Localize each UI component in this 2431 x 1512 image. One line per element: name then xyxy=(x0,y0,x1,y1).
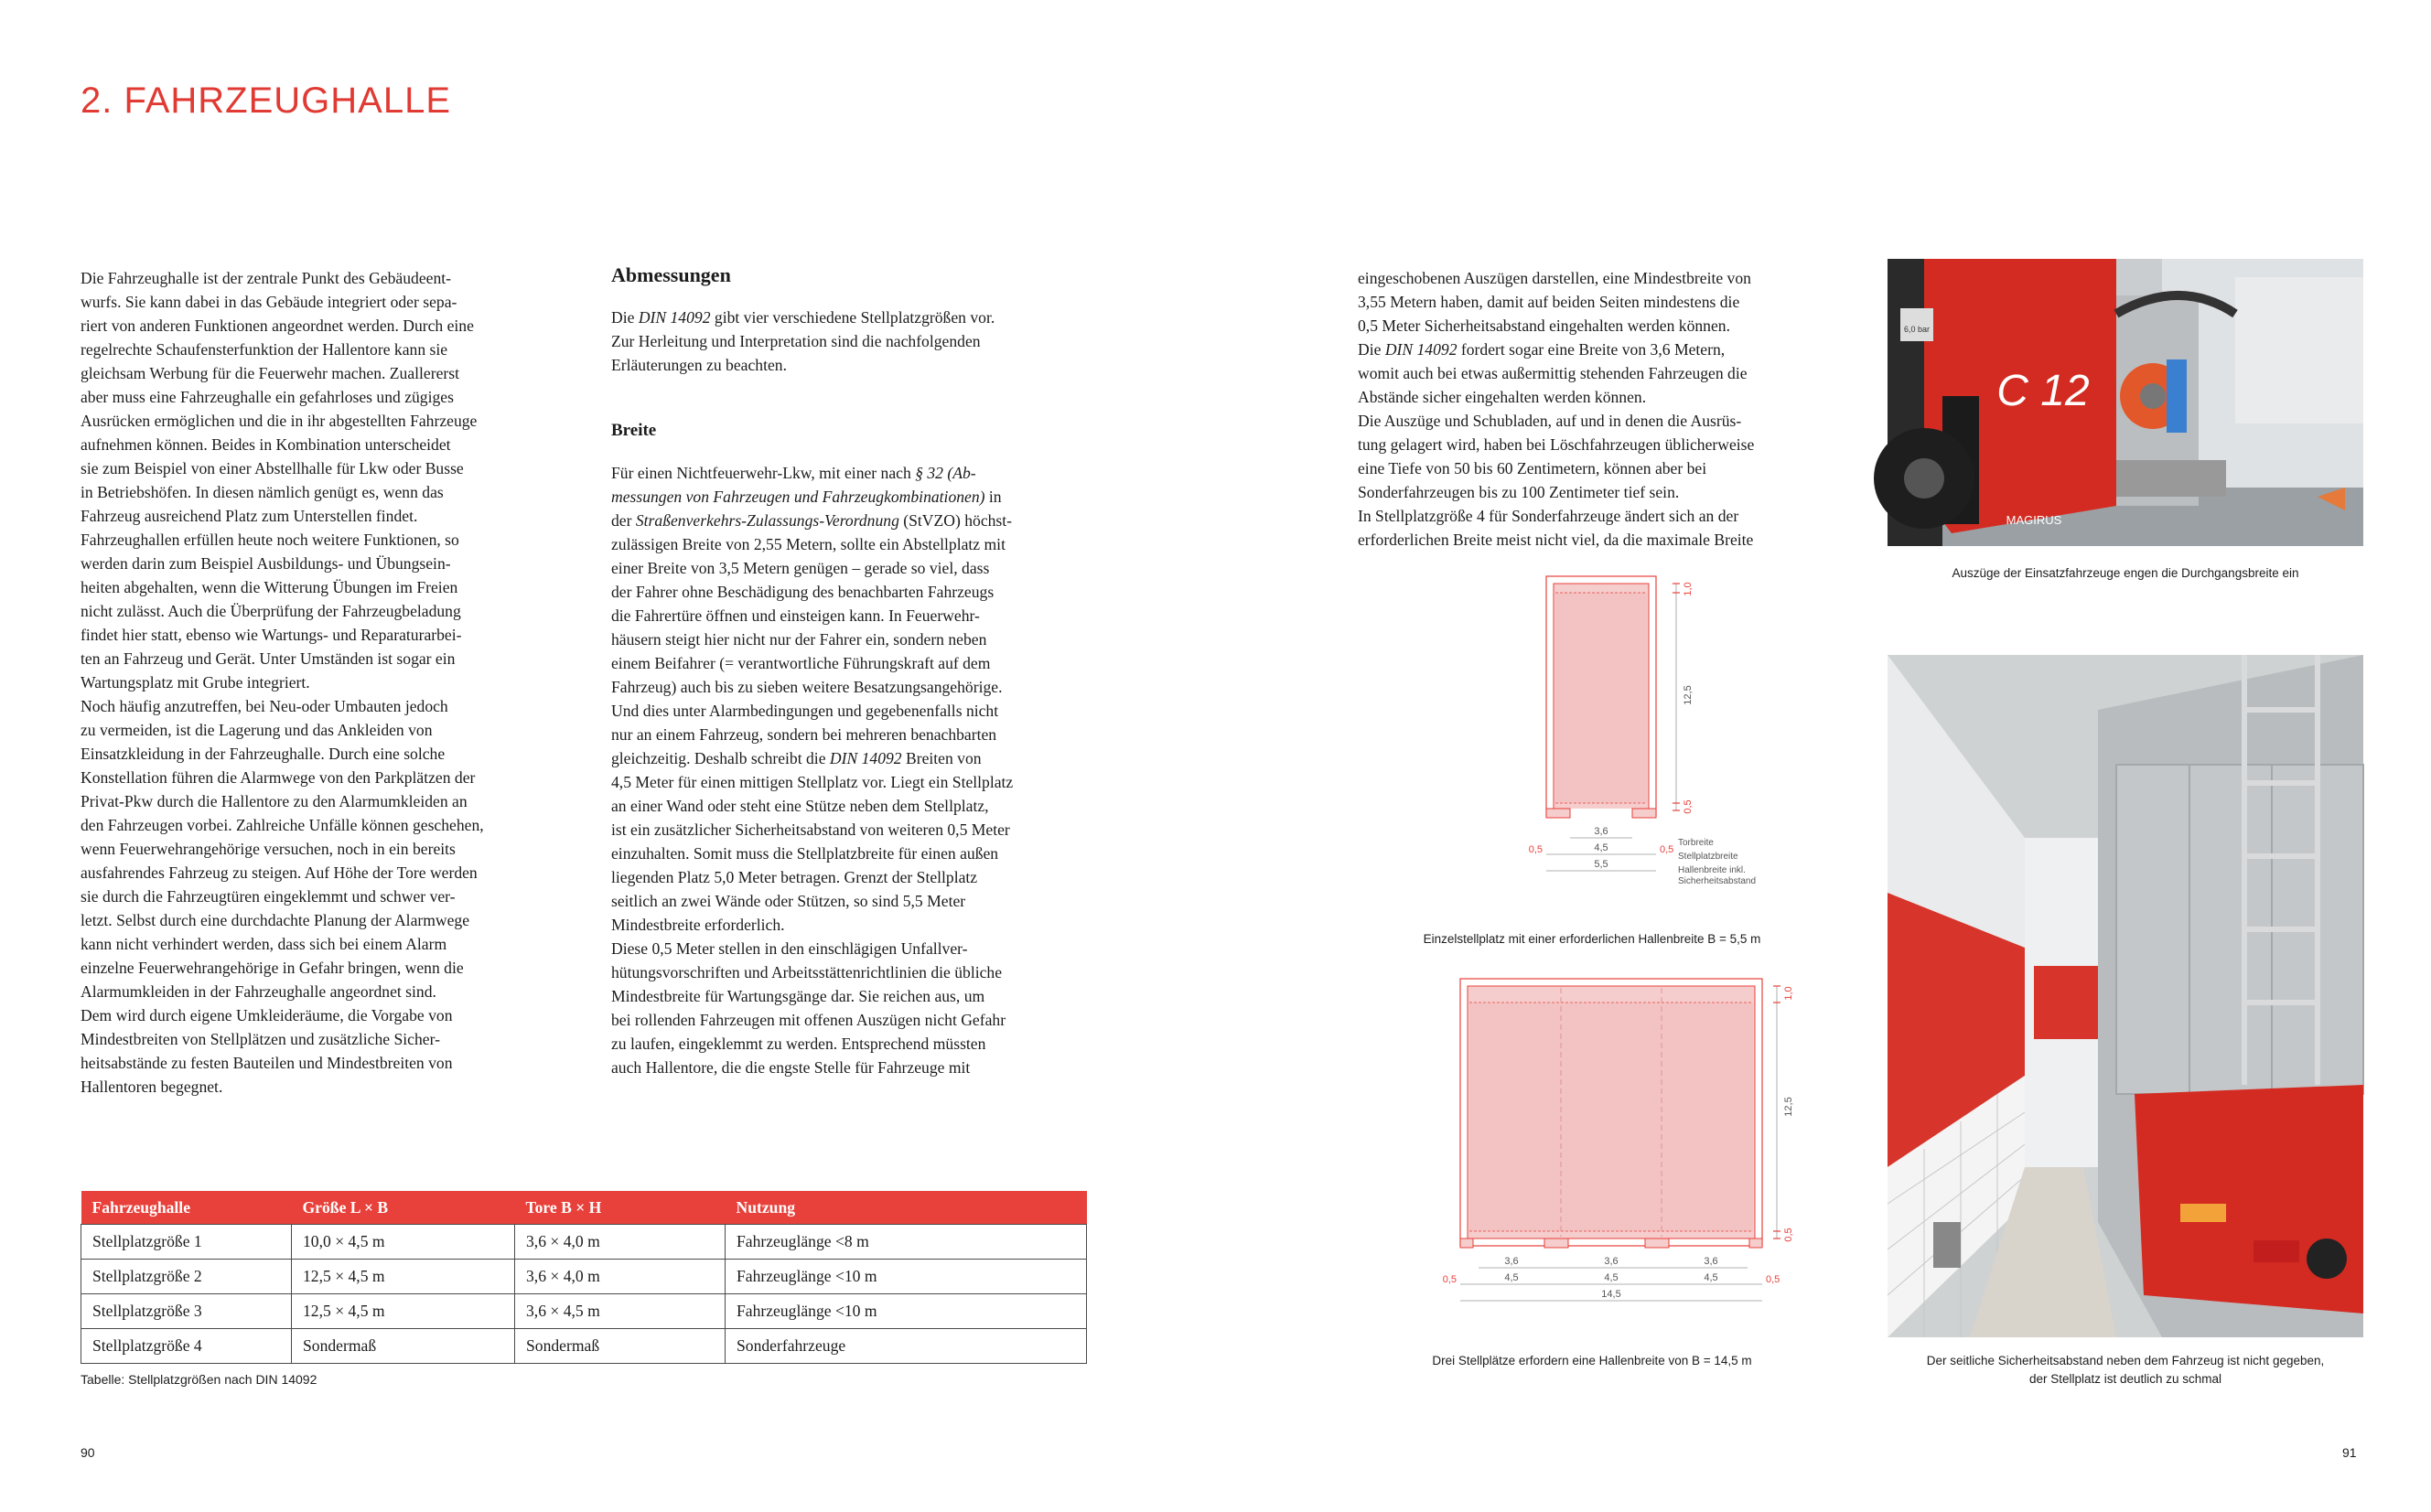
text-line: liegenden Platz 5,0 Meter betragen. Grenzt der Stellplatz xyxy=(611,868,978,886)
legend-stellplatzbreite: Stellplatzbreite xyxy=(1678,852,1738,862)
text-line: Für einen Nichtfeuerwehr-Lkw, mit einer nach § 32 (Ab- xyxy=(611,464,976,482)
abmessungen-intro xyxy=(611,306,1087,377)
text-line: Mindestbreite für Wartungsgänge dar. Sie reichen aus, um xyxy=(611,987,985,1005)
text-line: zulässigen Breite von 2,55 Metern, sollte ein Abstellplatz mit xyxy=(611,535,1006,553)
table-header-cell: Nutzung xyxy=(726,1191,1087,1225)
table-cell: Fahrzeuglänge <10 m xyxy=(726,1260,1087,1294)
table-row xyxy=(81,1260,1087,1294)
side-right-label: 0,5 xyxy=(1766,1274,1780,1285)
text-line: Ausrücken ermöglichen und die in ihr abgestellten Fahrzeuge xyxy=(81,412,478,430)
text-line: die Fahrertüre öffnen und einsteigen kann. In Feuerwehr- xyxy=(611,606,980,625)
side-left-label: 0,5 xyxy=(1528,844,1543,855)
legend-hallenbreite: Hallenbreite inkl. xyxy=(1678,865,1746,875)
italic-span: Straßenverkehrs-Zulassungs-Verordnung xyxy=(635,511,899,530)
gate-label: 3,6 xyxy=(1704,1256,1718,1267)
text-line: Konstellation führen die Alarmwege von den Parkplätzen der xyxy=(81,768,476,787)
photo-2-caption xyxy=(1888,1352,2363,1389)
text-line: In Stellplatzgröße 4 für Sonderfahrzeuge ändert sich an der xyxy=(1358,507,1739,525)
gate-width-label: 3,6 xyxy=(1594,826,1608,837)
photo-2-caption-line: Der seitliche Sicherheitsabstand neben dem Fahrzeug ist nicht gegeben, xyxy=(1926,1354,2325,1367)
page-number-right: 91 xyxy=(2342,1445,2357,1460)
table-cell: Sondermaß xyxy=(515,1329,726,1364)
gate-label: 3,6 xyxy=(1604,1256,1619,1267)
total-width-label: 14,5 xyxy=(1601,1289,1621,1300)
gate-label: 3,6 xyxy=(1504,1256,1519,1267)
text-line: Einsatzkleidung in der Fahrzeughalle. Durch eine solche xyxy=(81,745,446,763)
text-line: Abstände sicher eingehalten werden können. xyxy=(1358,388,1647,406)
photo-2-caption-line: der Stellplatz ist deutlich zu schmal xyxy=(2028,1372,2222,1386)
text-line: ist ein zusätzlicher Sicherheitsabstand von weiteren 0,5 Meter xyxy=(611,820,1010,839)
text-line: messungen von Fahrzeugen und Fahrzeugkombinationen) in xyxy=(611,488,1002,506)
table-cell: Sonderfahrzeuge xyxy=(726,1329,1087,1364)
italic-span: § 32 (Ab- xyxy=(915,464,976,482)
text-line: Mindestbreiten von Stellplätzen und zusätzliche Sicher- xyxy=(81,1030,440,1048)
text-line: zu laufen, eingeklemmt zu werden. Entsprechend müssten xyxy=(611,1035,986,1053)
text-line: sie zum Beispiel von einer Abstellhalle für Lkw oder Busse xyxy=(81,459,464,477)
text-line: seitlich an zwei Wände oder Stützen, so sind 5,5 Meter xyxy=(611,892,966,910)
text-line: gleichsam Werbung für die Feuerwehr machen. Zuallererst xyxy=(81,364,459,382)
text-line: tung gelagert wird, haben bei Löschfahrzeugen üblicherweise xyxy=(1358,435,1755,454)
column-1-text xyxy=(81,266,558,1099)
inner-label: 4,5 xyxy=(1704,1272,1718,1283)
text-line: ausfahrendes Fahrzeug zu steigen. Auf Höhe der Tore werden xyxy=(81,863,478,882)
text-line: erforderlichen Breite meist nicht viel, da die maximale Breite xyxy=(1358,531,1754,549)
side-left-label: 0,5 xyxy=(1442,1274,1457,1285)
side-right-label: 0,5 xyxy=(1660,844,1674,855)
text-line: Fahrzeughallen erfüllen heute noch weitere Funktionen, so xyxy=(81,531,459,549)
text-line: aufnehmen können. Beides in Kombination unterscheidet xyxy=(81,435,451,454)
text-line: ten an Fahrzeug und Gerät. Unter Umständen ist sogar ein xyxy=(81,649,456,668)
text-line: häusern steigt hier nicht nur der Fahrer ein, sondern neben xyxy=(611,630,987,649)
text-line: Und dies unter Alarmbedingungen und gegebenenfalls nicht xyxy=(611,702,999,720)
legend-torbreite: Torbreite xyxy=(1678,838,1714,848)
table-cell: Sondermaß xyxy=(292,1329,515,1364)
inner-label: 4,5 xyxy=(1504,1272,1519,1283)
text-line: Noch häufig anzutreffen, bei Neu-oder Umbauten jedoch xyxy=(81,697,448,715)
table-cell: 12,5 × 4,5 m xyxy=(292,1294,515,1329)
text-line: hütungsvorschriften und Arbeitsstättenrichtlinien die übliche xyxy=(611,963,1003,981)
text-line: einzelne Feuerwehrangehörige in Gefahr bringen, wenn die xyxy=(81,959,464,977)
text-line: 4,5 Meter für einen mittigen Stellplatz vor. Liegt ein Stellplatz xyxy=(611,773,1014,791)
text-line: Fahrzeug ausreichend Platz zum Unterstellen findet. xyxy=(81,507,418,525)
text-line: Alarmumkleiden in der Fahrzeughalle angeordnet sind. xyxy=(81,982,436,1001)
photo-narrow-bay xyxy=(1888,655,2363,1337)
text-line: wenn Feuerwehrangehörige versuchen, noch in ein bereits xyxy=(81,840,456,858)
text-line: letzt. Selbst durch eine durchdachte Planung der Alarmwege xyxy=(81,911,470,929)
table-row xyxy=(81,1329,1087,1364)
text-line: wurfs. Sie kann dabei in das Gebäude integriert oder sepa- xyxy=(81,293,457,311)
text-line: kann nicht verhindert werden, dass sich bei einem Alarm xyxy=(81,935,447,953)
stellplatz-table xyxy=(81,1191,1087,1364)
text-line: den Fahrzeugen vorbei. Zahlreiche Unfälle können geschehen, xyxy=(81,816,484,834)
table-cell: 3,6 × 4,0 m xyxy=(515,1225,726,1260)
text-line: eingeschobenen Auszügen darstellen, eine Mindestbreite von xyxy=(1358,269,1751,287)
text-line: Wartungsplatz mit Grube integriert. xyxy=(81,673,310,692)
dim-mid-label: 12,5 xyxy=(1683,685,1694,705)
chapter-title: 2. FAHRZEUGHALLE xyxy=(81,80,452,121)
table-header-row xyxy=(81,1191,1087,1225)
text-line: sie durch die Fahrzeugtüren eingeklemmt und schwer ver- xyxy=(81,887,456,906)
column-2-text xyxy=(611,263,1087,1079)
pressure-gauge: 6,0 bar xyxy=(1903,325,1931,334)
text-line: regelrechte Schaufensterfunktion der Hallentore kann sie xyxy=(81,340,448,359)
text-line: gleichzeitig. Deshalb schreibt die DIN 14092 Breiten von xyxy=(611,749,982,767)
table-cell: Stellplatzgröße 3 xyxy=(81,1294,292,1329)
text-line: Hallentoren begegnet. xyxy=(81,1078,223,1096)
section-heading-abmessungen: Abmessungen xyxy=(611,263,731,286)
table-header-cell: Tore B × H xyxy=(515,1191,726,1225)
photo-fire-truck-drawers xyxy=(1888,259,2363,546)
table-cell: 3,6 × 4,5 m xyxy=(515,1294,726,1329)
text-line: nicht zulässt. Auch die Überprüfung der Fahrzeugbeladung xyxy=(81,602,461,620)
text-line: Die DIN 14092 gibt vier verschiedene Stellplatzgrößen vor. xyxy=(611,308,995,327)
table-row xyxy=(81,1225,1087,1260)
text-line: Privat-Pkw durch die Hallentore zu den Alarmumkleiden an xyxy=(81,792,468,810)
text-line: Diese 0,5 Meter stellen in den einschlägigen Unfallver- xyxy=(611,939,968,958)
italic-span: DIN 14092 xyxy=(1384,340,1458,359)
single-bay-plan xyxy=(1519,567,1812,906)
column-3-text xyxy=(1358,266,1834,552)
text-line: findet hier statt, ebenso wie Wartungs- und Reparaturarbei- xyxy=(81,626,462,644)
italic-span: DIN 14092 xyxy=(829,749,902,767)
dim-bot-label: 0,5 xyxy=(1683,799,1694,814)
text-line: aber muss eine Fahrzeughalle ein gefahrloses und zügiges xyxy=(81,388,454,406)
table-cell: Fahrzeuglänge <8 m xyxy=(726,1225,1087,1260)
inner-width-label: 4,5 xyxy=(1594,842,1608,853)
text-line: in Betriebshöfen. In diesen nämlich genügt es, wenn das xyxy=(81,483,444,501)
text-line: Dem wird durch eigene Umkleideräume, die Vorgabe von xyxy=(81,1006,453,1024)
legend-sicherheitsabstand: Sicherheitsabstand xyxy=(1678,876,1757,886)
table-cell: 3,6 × 4,0 m xyxy=(515,1260,726,1294)
text-line: auch Hallentore, die die engste Stelle für Fahrzeuge mit xyxy=(611,1058,971,1077)
dim-top-label: 1,0 xyxy=(1783,986,1794,1001)
text-line: an einer Wand oder steht eine Stütze neben dem Stellplatz, xyxy=(611,797,989,815)
text-line: Sonderfahrzeugen bis zu 100 Zentimeter tief sein. xyxy=(1358,483,1680,501)
text-line: zu vermeiden, ist die Lagerung und das Ankleiden von xyxy=(81,721,433,739)
table-cell: Fahrzeuglänge <10 m xyxy=(726,1294,1087,1329)
truck-number: C 12 xyxy=(1996,367,2090,415)
table-cell: Stellplatzgröße 4 xyxy=(81,1329,292,1364)
text-line: heiten abgehalten, wenn die Witterung Übungen im Freien xyxy=(81,578,458,596)
text-line: heitsabstände zu festen Bauteilen und Mindestbreiten von xyxy=(81,1054,453,1072)
text-line: einzuhalten. Somit muss die Stellplatzbreite für einen außen xyxy=(611,844,999,863)
text-line: bei rollenden Fahrzeugen mit offenen Auszügen nicht Gefahr xyxy=(611,1011,1006,1029)
table-header-cell: Fahrzeughalle xyxy=(81,1191,292,1225)
diagram-three-bays xyxy=(1442,970,1830,1317)
dim-bot-label: 0,5 xyxy=(1783,1228,1794,1242)
text-line: einer Breite von 3,5 Metern genügen – gerade so viel, dass xyxy=(611,559,990,577)
section-heading-breite: Breite xyxy=(611,421,657,440)
text-line: 0,5 Meter Sicherheitsabstand eingehalten werden können. xyxy=(1358,316,1730,335)
text-line: 3,55 Metern haben, damit auf beiden Seiten mindestens die xyxy=(1358,293,1740,311)
table-header-cell: Größe L × B xyxy=(292,1191,515,1225)
text-line: Mindestbreite erforderlich. xyxy=(611,916,785,934)
text-line: Erläuterungen zu beachten. xyxy=(611,356,787,374)
italic-span: DIN 14092 xyxy=(638,308,711,327)
text-line: der Fahrer ohne Beschädigung des benachbarten Fahrzeugs xyxy=(611,583,995,601)
table-cell: Stellplatzgröße 1 xyxy=(81,1225,292,1260)
text-line: einem Beifahrer (= verantwortliche Führungskraft auf dem xyxy=(611,654,991,672)
text-line: riert von anderen Funktionen angeordnet werden. Durch eine xyxy=(81,316,474,335)
dim-top-label: 1,0 xyxy=(1683,582,1694,596)
total-width-label: 5,5 xyxy=(1594,859,1608,870)
inner-label: 4,5 xyxy=(1604,1272,1619,1283)
truck-brand: MAGIRUS xyxy=(2006,513,2062,527)
table-cell: 12,5 × 4,5 m xyxy=(292,1260,515,1294)
text-line: womit auch bei etwas außermittig stehenden Fahrzeugen die xyxy=(1358,364,1748,382)
text-line: Die Auszüge und Schubladen, auf und in denen die Ausrüs- xyxy=(1358,412,1742,430)
diagram-single-bay xyxy=(1519,567,1812,906)
table-cell: Stellplatzgröße 2 xyxy=(81,1260,292,1294)
diagram-2-caption: Drei Stellplätze erfordern eine Hallenbreite von B = 14,5 m xyxy=(1432,1354,1752,1367)
page-number-left: 90 xyxy=(81,1445,95,1460)
table-row xyxy=(81,1294,1087,1329)
table-caption: Tabelle: Stellplatzgrößen nach DIN 14092 xyxy=(81,1372,317,1387)
three-bay-plan xyxy=(1442,970,1830,1317)
text-line: werden darin zum Beispiel Ausbildungs- und Übungsein- xyxy=(81,554,451,573)
text-line: Zur Herleitung und Interpretation sind die nachfolgenden xyxy=(611,332,981,350)
text-line: Die Fahrzeughalle ist der zentrale Punkt des Gebäudeent- xyxy=(81,269,451,287)
text-line: nur an einem Fahrzeug, sondern bei mehreren benachbarten xyxy=(611,725,997,744)
dim-mid-label: 12,5 xyxy=(1783,1097,1794,1117)
italic-span: messungen von Fahrzeugen und Fahrzeugkombinationen) xyxy=(611,488,985,506)
photo-1-caption: Auszüge der Einsatzfahrzeuge engen die Durchgangsbreite ein xyxy=(1952,566,2299,580)
table-cell: 10,0 × 4,5 m xyxy=(292,1225,515,1260)
text-line: der Straßenverkehrs-Zulassungs-Verordnung (StVZO) höchst- xyxy=(611,511,1013,530)
breite-body xyxy=(611,461,1087,1079)
text-line: Fahrzeug) auch bis zu sieben weitere Besatzungsangehörige. xyxy=(611,678,1003,696)
text-line: eine Tiefe von 50 bis 60 Zentimetern, können aber bei xyxy=(1358,459,1707,477)
text-line: Die DIN 14092 fordert sogar eine Breite von 3,6 Metern, xyxy=(1358,340,1726,359)
diagram-1-caption: Einzelstellplatz mit einer erforderlichen Hallenbreite B = 5,5 m xyxy=(1423,932,1761,946)
